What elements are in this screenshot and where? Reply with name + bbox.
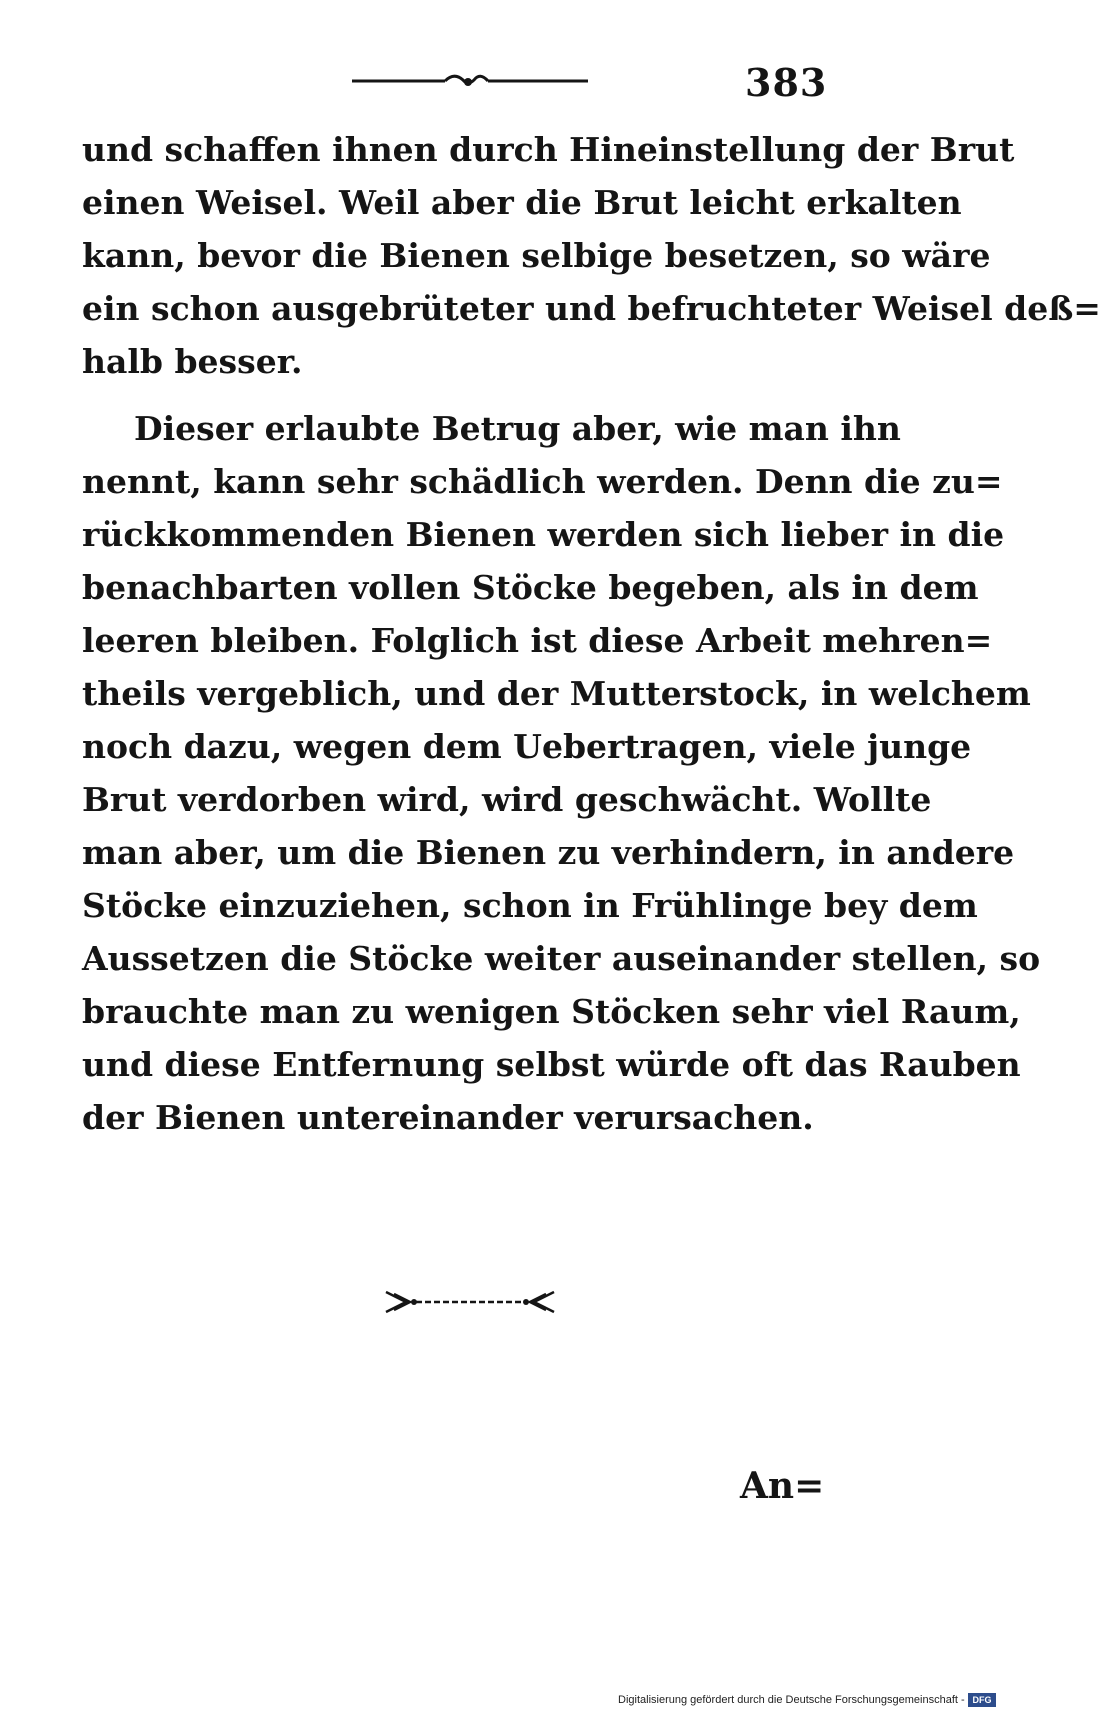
- text-line: Stöcke einzuziehen, schon in Frühlinge bey dem: [82, 886, 978, 925]
- text-line: und diese Entfernung selbst würde oft das Rauben: [82, 1045, 1021, 1084]
- text-line: und schaffen ihnen durch Hineinstellung der Brut: [82, 130, 1015, 169]
- text-line: rückkommenden Bienen werden sich lieber in die: [82, 515, 1005, 554]
- text-line: einen Weisel. Weil aber die Brut leicht erkalten: [82, 183, 962, 222]
- catchword: An=: [740, 1465, 825, 1507]
- text-line: leeren bleiben. Folglich ist diese Arbeit mehren=: [82, 621, 993, 660]
- text-line: Brut verdorben wird, wird geschwächt. Wollte: [82, 780, 932, 819]
- end-ornament-icon: [380, 1284, 560, 1320]
- dfg-logo: DFG: [968, 1693, 996, 1707]
- text-line: man aber, um die Bienen zu verhindern, in andere: [82, 833, 1015, 872]
- text-line: Dieser erlaubte Betrug aber, wie man ihn: [134, 409, 901, 448]
- digitization-credit: Digitalisierung gefördert durch die Deutsche Forschungsgemeinschaft -: [618, 1694, 965, 1706]
- text-line: noch dazu, wegen dem Uebertragen, viele junge: [82, 727, 972, 766]
- paragraph-1: [82, 123, 1101, 388]
- text-line: halb besser.: [82, 342, 303, 381]
- paragraph-2: [82, 402, 1041, 1144]
- header-ornament-icon: [350, 68, 590, 98]
- paragraph-gap: [82, 388, 860, 402]
- text-line: brauchte man zu wenigen Stöcken sehr viel Raum,: [82, 992, 1021, 1031]
- body-text: [82, 123, 1101, 1144]
- text-line: Aussetzen die Stöcke weiter auseinander stellen, so: [82, 939, 1041, 978]
- text-line: kann, bevor die Bienen selbige besetzen, so wäre: [82, 236, 991, 275]
- text-line: benachbarten vollen Stöcke begeben, als in dem: [82, 568, 979, 607]
- page-number: 383: [745, 60, 828, 105]
- text-line: der Bienen untereinander verursachen.: [82, 1098, 814, 1137]
- text-line: ein schon ausgebrüteter und befruchteter Weisel deß=: [82, 289, 1101, 328]
- text-line: nennt, kann sehr schädlich werden. Denn die zu=: [82, 462, 1003, 501]
- text-line: theils vergeblich, und der Mutterstock, in welchem: [82, 674, 1031, 713]
